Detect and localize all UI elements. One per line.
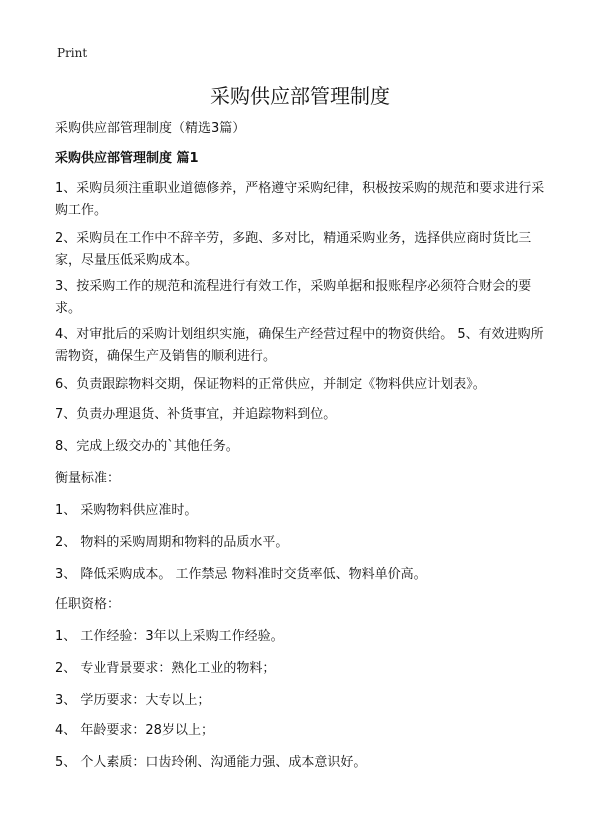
qualifications-heading: 任职资格： [55, 597, 121, 612]
standard-item: 2、 物料的采购周期和物料的品质水平。 [55, 535, 289, 550]
duty-item: 6、负责跟踪物料交期，保证物料的正常供应，并制定《物料供应计划表》。 [55, 377, 486, 392]
qualification-item: 5、 个人素质：口齿玲俐、沟通能力强、成本意识好。 [55, 755, 367, 770]
qualification-item: 4、 年龄要求：28岁以上； [55, 723, 214, 738]
document-subtitle: 采购供应部管理制度（精选3篇） [55, 121, 246, 136]
standard-item: 3、 降低采购成本。 工作禁忌 物料准时交货率低、物料单价高。 [55, 567, 427, 582]
duty-item: 3、按采购工作的规范和流程进行有效工作，采购单据和报账程序必须符合财会的要求。 [55, 279, 532, 316]
duty-item: 1、采购员须注重职业道德修养，严格遵守采购纪律，积极按采购的规范和要求进行采购工作。 [55, 181, 545, 218]
duty-item: 2、采购员在工作中不辞辛劳，多跑、多对比，精通采购业务，选择供应商时货比三家，尽量压低采购成本。 [55, 231, 532, 268]
standards-heading: 衡量标准： [55, 471, 121, 486]
duty-item: 4、对审批后的采购计划组织实施，确保生产经营过程中的物资供给。 5、有效进购所需物资，确保生产及销售的顺利进行。 [55, 327, 544, 364]
qualification-item: 3、 学历要求：大专以上； [55, 693, 211, 708]
document-title: 采购供应部管理制度 [210, 84, 390, 108]
qualification-item: 1、 工作经验：3年以上采购工作经验。 [55, 629, 284, 644]
qualification-item: 2、 专业背景要求：熟化工业的物料； [55, 661, 276, 676]
section-heading: 采购供应部管理制度 篇1 [55, 151, 199, 166]
duty-item: 7、负责办理退货、补货事宜，并追踪物料到位。 [55, 407, 337, 422]
duty-item: 8、完成上级交办的`其他任务。 [55, 439, 239, 454]
print-label: Print [57, 46, 88, 60]
standard-item: 1、 采购物料供应准时。 [55, 503, 198, 518]
